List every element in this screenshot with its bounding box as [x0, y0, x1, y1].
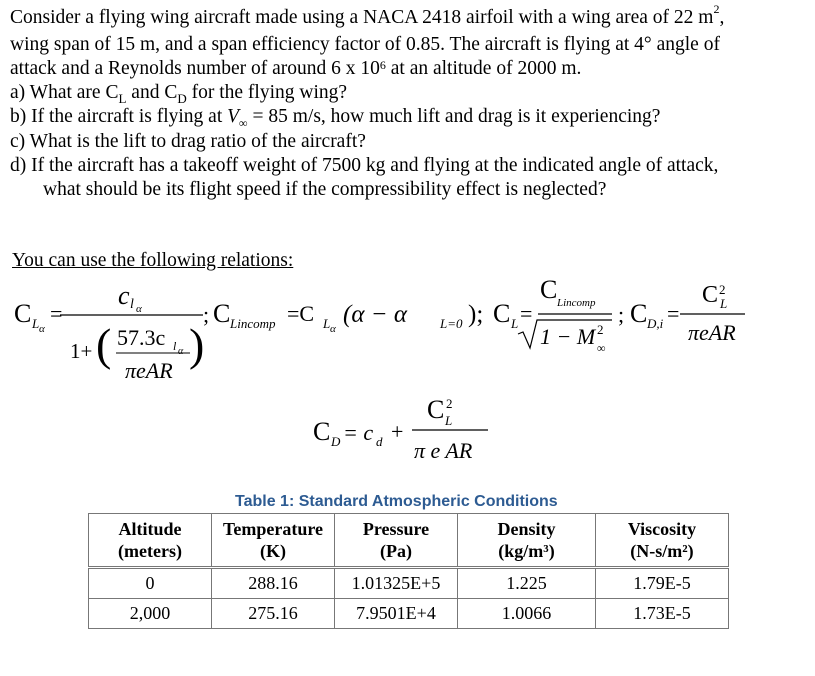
header-line: Altitude — [118, 519, 182, 539]
relations-heading: You can use the following relations: — [12, 250, 294, 271]
eq-cdi-sub: D,i — [647, 316, 664, 331]
eq-cd-c: C — [313, 417, 331, 446]
header-altitude — [89, 514, 212, 568]
eq-cdi-c: C — [630, 299, 648, 328]
header-line: Temperature — [223, 519, 323, 539]
header-line: Pressure — [362, 519, 430, 539]
eq-cd-num-sup: 2 — [446, 396, 453, 411]
eq-cd-sub: D — [331, 434, 341, 449]
eq-sub-l: L — [32, 316, 40, 331]
problem-line-1 — [10, 2, 725, 29]
table-caption: Table 1: Standard Atmospheric Conditions — [235, 493, 558, 510]
eq-cl-num-sub: Lincomp — [557, 297, 596, 309]
text: at an altitude of 2000 m. — [385, 58, 582, 79]
eq-alpha0: L=0 — [440, 316, 463, 331]
eq-mid: =C — [287, 301, 315, 326]
cell-pressure: 7.9501E+4 — [335, 599, 458, 629]
eq-cd-num: C — [427, 395, 445, 424]
cl-alpha-equation — [14, 281, 204, 383]
cell-density: 1.225 — [458, 568, 596, 599]
eq-m-sup: 2 — [597, 322, 604, 337]
text: , — [719, 7, 725, 28]
eq-paren-open: ( — [96, 319, 112, 370]
eq-paren: (α − α — [343, 301, 407, 328]
text: a) What are C — [10, 82, 119, 103]
text: and C — [126, 82, 178, 103]
eq-cdi-num-sub: L — [720, 296, 728, 311]
table-header-row — [89, 514, 729, 568]
text: d) If the aircraft has a takeoff weight of 7500 kg and flying at the indicated angle of attack, — [10, 155, 719, 176]
eq-equals: = — [50, 301, 63, 326]
eq-sub-alpha: α — [39, 323, 45, 335]
eq-num-l: l — [130, 297, 134, 312]
header-line: Density — [497, 519, 556, 539]
text: for the flying wing? — [186, 82, 348, 103]
eq-cdi-equals: = — [667, 301, 680, 326]
equations-figure — [0, 270, 815, 470]
table-row — [89, 568, 729, 599]
eq-num-alpha: α — [136, 303, 142, 315]
eq-cd-eq: = c — [343, 420, 374, 445]
eq-cl-num: C — [540, 275, 558, 304]
question-d-continued — [43, 179, 606, 201]
text: what should be its flight speed if the compressibility effect is neglected? — [43, 179, 607, 200]
eq-coef-alpha: α — [178, 346, 184, 357]
header-density — [458, 514, 596, 568]
eq-coef: 57.3c — [117, 325, 166, 350]
cdi-equation — [618, 282, 745, 345]
problem-line-2 — [10, 34, 720, 56]
cell-pressure: 1.01325E+5 — [335, 568, 458, 599]
eq-sep-2: ; — [618, 302, 625, 327]
text: b) If the aircraft is flying at — [10, 106, 228, 127]
cell-temperature: 288.16 — [212, 568, 335, 599]
superscript: 6 — [379, 58, 386, 72]
subscript: ∞ — [239, 115, 248, 130]
header-pressure — [335, 514, 458, 568]
eq-mid-l: L — [323, 316, 331, 331]
cell-viscosity: 1.73E-5 — [596, 599, 729, 629]
cl-incomp-equation — [203, 299, 483, 335]
subscript: L — [118, 90, 127, 106]
atmosphere-table — [88, 513, 729, 629]
cell-altitude: 2,000 — [89, 599, 212, 629]
eq-paren-end: ); — [468, 301, 484, 328]
eq-c: C — [14, 299, 32, 328]
cd-equation — [313, 395, 488, 463]
eq-num-c: c — [118, 281, 130, 310]
text: = 85 m/s, how much lift and drag is it experiencing? — [247, 106, 661, 127]
eq-paren-close: ) — [189, 319, 205, 370]
question-b — [10, 106, 660, 134]
header-line: (Pa) — [380, 541, 412, 561]
question-c — [10, 131, 366, 153]
eq-m-sub: ∞ — [597, 341, 606, 355]
superscript: 2 — [713, 2, 720, 16]
header-line: Viscosity — [627, 519, 697, 539]
eq-lincomp-sub: Lincomp — [230, 316, 276, 331]
eq-cl-c: C — [493, 299, 511, 328]
cell-temperature: 275.16 — [212, 599, 335, 629]
eq-one-plus: 1+ — [70, 339, 93, 363]
eq-cdi-den: πeAR — [688, 320, 736, 345]
text: Consider a flying wing aircraft made using a NACA 2418 airfoil with a wing area of 22 m — [10, 7, 714, 28]
eq-cl-sub: L — [511, 316, 519, 331]
header-line: (kg/m³) — [498, 541, 555, 561]
eq-cd-d: d — [376, 434, 383, 449]
header-line: (meters) — [118, 541, 182, 561]
eq-coef-l: l — [173, 339, 177, 353]
question-d — [10, 155, 718, 177]
cell-altitude: 0 — [89, 568, 212, 599]
header-viscosity — [596, 514, 729, 568]
table-row — [89, 599, 729, 629]
header-line: (N-s/m²) — [630, 541, 694, 561]
subscript: D — [177, 90, 187, 106]
eq-sqrt-body: 1 − M — [540, 324, 596, 349]
text: attack and a Reynolds number of around 6 x 10 — [10, 58, 380, 79]
eq-mid-alpha: α — [330, 323, 336, 335]
header-temperature — [212, 514, 335, 568]
cl-compressible-equation — [493, 275, 612, 355]
eq-sep-1: ; — [203, 302, 210, 327]
cell-density: 1.0066 — [458, 599, 596, 629]
eq-cl-equals: = — [520, 301, 533, 326]
eq-cd-plus: + — [391, 419, 404, 444]
eq-cd-den: π e AR — [414, 438, 473, 463]
problem-line-3 — [10, 58, 581, 80]
eq-cdi-num: C — [702, 282, 719, 308]
eq-cdi-num-sup: 2 — [719, 282, 726, 297]
header-line: (K) — [260, 541, 286, 561]
eq-cd-num-sub: L — [445, 413, 453, 428]
cell-viscosity: 1.79E-5 — [596, 568, 729, 599]
text: c) What is the lift to drag ratio of the aircraft? — [10, 131, 366, 152]
eq-c2: C — [213, 299, 231, 328]
variable: V — [227, 106, 240, 127]
eq-inner-den: πeAR — [125, 358, 173, 383]
text: wing span of 15 m, and a span efficiency factor of 0.85. The aircraft is flying at 4° angle of — [10, 34, 720, 55]
